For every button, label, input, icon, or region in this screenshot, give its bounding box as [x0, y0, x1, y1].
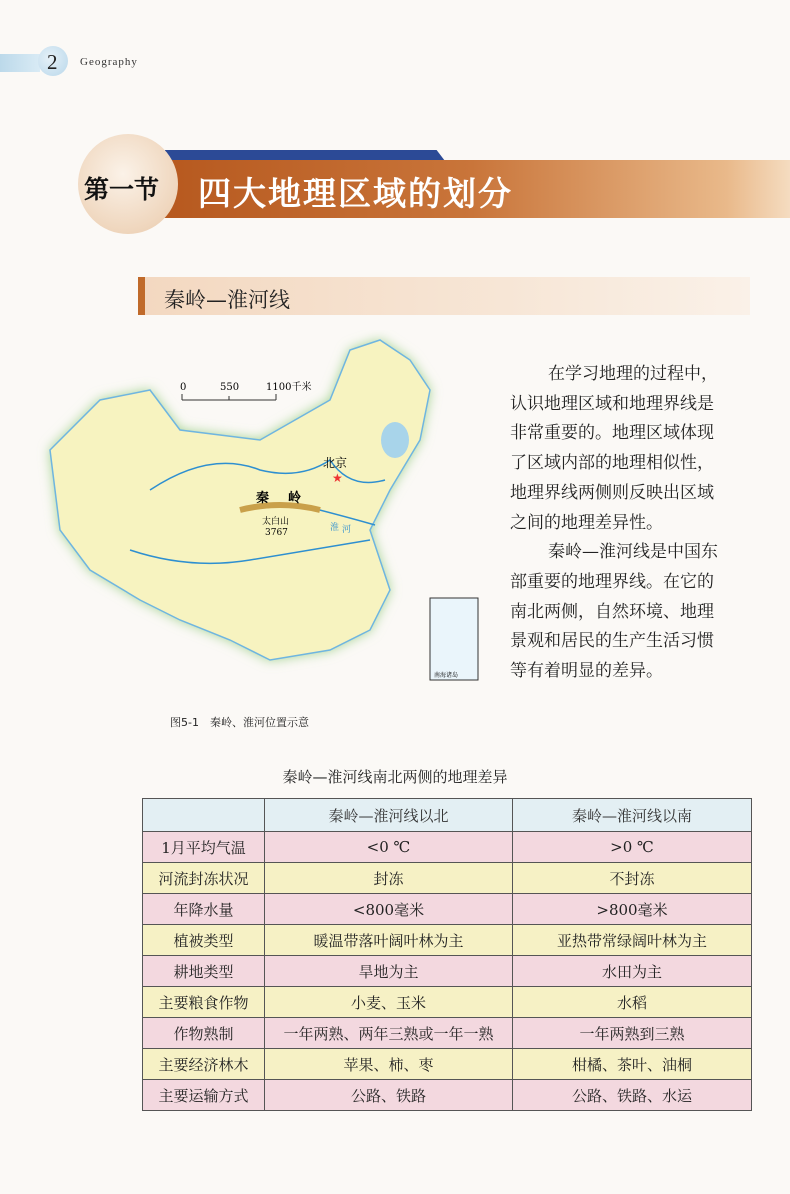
table-row	[143, 1018, 752, 1049]
table-header-row	[143, 799, 752, 832]
peak-height: 3767	[265, 528, 288, 538]
inset-label: 南海诸岛	[434, 672, 459, 679]
ling-label: 岭	[288, 491, 302, 506]
text-line: 地理界线两侧则反映出区域	[510, 482, 714, 503]
text-line: 在学习地理的过程中，	[548, 364, 718, 384]
table-row	[143, 863, 752, 894]
table-cell: >0 ℃	[513, 832, 752, 863]
table-cell: 一年两熟、两年三熟或一年一熟	[265, 1018, 513, 1049]
text-line: 秦岭—淮河线是中国东	[548, 542, 718, 563]
subsection-marker	[138, 277, 145, 315]
table-row	[143, 1049, 752, 1080]
table-row	[143, 956, 752, 987]
table-title: 秦岭—淮河线南北两侧的地理差异	[282, 768, 508, 786]
table-cell: 水田为主	[513, 956, 752, 987]
table-cell: 公路、铁路、水运	[513, 1080, 752, 1111]
huai-label: 淮	[330, 523, 340, 533]
table-cell: 一年两熟到三熟	[513, 1018, 752, 1049]
row-label	[143, 799, 265, 832]
table-cell: 秦岭—淮河线以南	[513, 799, 752, 832]
scale-tick: 1100千米	[266, 382, 312, 393]
china-map	[30, 330, 490, 700]
beijing-label: 北京	[323, 456, 348, 470]
table-cell: 暖温带落叶阔叶林为主	[265, 925, 513, 956]
table-row	[143, 1080, 752, 1111]
table-cell: 封冻	[265, 863, 513, 894]
page-number: 2	[47, 50, 58, 74]
body-paragraph	[510, 360, 775, 687]
south-sea-inset	[430, 598, 478, 680]
row-label: 主要粮食作物	[143, 987, 265, 1018]
row-label: 1月平均气温	[143, 832, 265, 863]
section-title: 四大地理区域的划分	[198, 174, 513, 213]
table-cell: 不封冻	[513, 863, 752, 894]
text-line: 景观和居民的生产生活习惯	[510, 631, 714, 652]
table-cell: 水稻	[513, 987, 752, 1018]
bohai-sea	[381, 422, 409, 458]
table-cell: 柑橘、茶叶、油桐	[513, 1049, 752, 1080]
row-label: 植被类型	[143, 925, 265, 956]
qin-label: 秦	[256, 491, 270, 506]
he-label: 河	[342, 525, 352, 535]
table-cell: 苹果、柿、枣	[265, 1049, 513, 1080]
table-cell: >800毫米	[513, 894, 752, 925]
table-cell: <800毫米	[265, 894, 513, 925]
map-land	[50, 340, 430, 660]
table-body	[143, 799, 752, 1111]
row-label: 耕地类型	[143, 956, 265, 987]
section-number: 第一节	[84, 175, 160, 204]
text-line: 认识地理区域和地理界线是	[510, 393, 714, 414]
header-bar	[0, 54, 40, 72]
table-row	[143, 987, 752, 1018]
row-label: 年降水量	[143, 894, 265, 925]
table-cell: 旱地为主	[265, 956, 513, 987]
comparison-table	[142, 798, 752, 1111]
table-cell: 亚热带常绿阔叶林为主	[513, 925, 752, 956]
book-title: Geography	[80, 56, 138, 68]
subsection-title: 秦岭—淮河线	[164, 288, 290, 312]
table-row	[143, 925, 752, 956]
table-cell: 小麦、玉米	[265, 987, 513, 1018]
table-row	[143, 832, 752, 863]
text-line: 之间的地理差异性。	[510, 512, 663, 533]
capital-star-icon: ★	[332, 471, 343, 485]
row-label: 主要运输方式	[143, 1080, 265, 1111]
table-cell: 秦岭—淮河线以北	[265, 799, 513, 832]
scale-bar	[180, 380, 311, 400]
text-line: 部重要的地理界线。在它的	[510, 571, 714, 592]
row-label: 河流封冻状况	[143, 863, 265, 894]
text-line: 非常重要的。地理区域体现	[510, 423, 714, 444]
text-line: 了区域内部的地理相似性，	[510, 453, 714, 474]
peak-label: 太白山	[262, 517, 290, 527]
text-line: 等有着明显的差异。	[510, 661, 663, 682]
row-label: 作物熟制	[143, 1018, 265, 1049]
scale-tick: 0	[180, 382, 187, 393]
row-label: 主要经济林木	[143, 1049, 265, 1080]
scale-tick: 550	[220, 382, 240, 393]
table-cell: 公路、铁路	[265, 1080, 513, 1111]
figure-caption: 图5-1 秦岭、淮河位置示意	[170, 716, 309, 729]
text-line: 南北两侧，自然环境、地理	[510, 601, 714, 622]
table-row	[143, 894, 752, 925]
table-cell: <0 ℃	[265, 832, 513, 863]
